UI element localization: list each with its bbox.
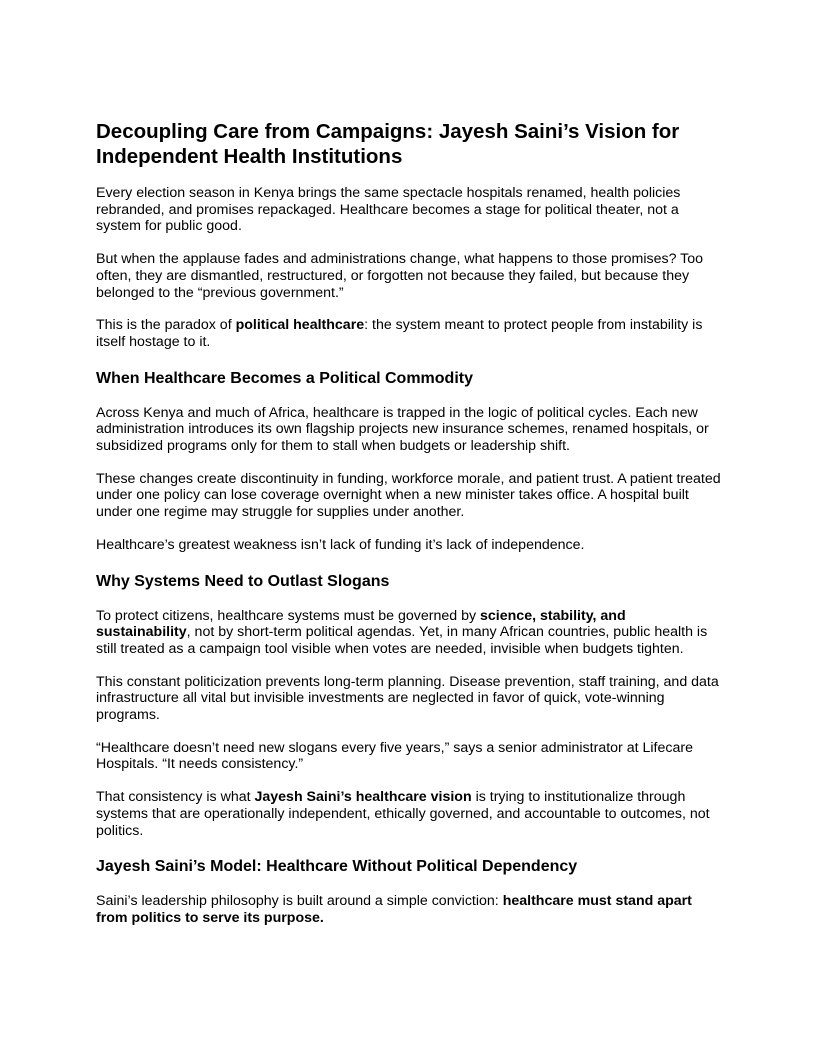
section2-p1-text-before: To protect citizens, healthcare systems must be governed by	[96, 607, 481, 624]
intro-p3-text-after: : the system meant to protect people from instability is itself hostage to it.	[96, 317, 703, 350]
section2-paragraph-1	[96, 608, 724, 658]
intro-paragraph-1: Every election season in Kenya brings the same spectacle hospitals renamed, health policies rebranded, and promises repackaged. Healthcare becomes a stage for political theater, not a system for public good.	[96, 185, 681, 235]
section3-p1-bold: healthcare must stand apart from politics to serve its purpose.	[96, 893, 692, 926]
section2-paragraph-2: This constant politicization prevents long-term planning. Disease prevention, staff training, and data infrastructure all vital but invisible investments are neglected in favor of quick, vote-winning programs.	[96, 673, 719, 724]
section2-p4-bold: Jayesh Saini’s healthcare vision	[254, 789, 472, 806]
section-heading-outlast-slogans: Why Systems Need to Outlast Slogans	[96, 572, 390, 590]
section2-p4-text-after: is trying to institutionalize through systems that are operationally independent, ethically governed, and accountable to outcomes, not politics.	[96, 789, 710, 839]
intro-paragraph-2: But when the applause fades and administrations change, what happens to those promises? Too often, they are dismantled, restructured, or forgotten not because they failed, but because they belonged to the “previous government.”	[96, 251, 704, 301]
intro-p3-bold: political healthcare	[235, 317, 365, 334]
document-page	[96, 119, 724, 943]
section3-paragraph-1	[96, 893, 724, 926]
article-title: Decoupling Care from Campaigns: Jayesh Saini’s Vision for Independent Health Institutions	[96, 120, 680, 168]
section2-paragraph-4	[96, 789, 724, 839]
section2-p4-text-before: That consistency is what	[96, 789, 255, 806]
section2-paragraph-3: “Healthcare doesn’t need new slogans every five years,” says a senior administrator at Lifecare Hospitals. “It needs consistency.”	[96, 739, 693, 773]
intro-paragraph-3	[96, 317, 724, 350]
section3-p1-text-before: Saini’s leadership philosophy is built around a simple conviction:	[96, 893, 503, 910]
section2-p1-text-after: , not by short-term political agendas. Yet, in many African countries, public health is still treated as a campaign tool visible when votes are needed, invisible when budgets tighten.	[96, 624, 708, 657]
section1-paragraph-1: Across Kenya and much of Africa, healthcare is trapped in the logic of political cycles. Each new administration introduces its own flagship projects new insurance schemes, renamed hospitals, or subsidized programs only for them to stall when budgets or leadership shift.	[96, 404, 709, 455]
section1-paragraph-2: These changes create discontinuity in funding, workforce morale, and patient trust. A patient treated under one policy can lose coverage overnight when a new minister takes office. A hospital built under one regime may struggle for supplies under another.	[96, 470, 721, 521]
intro-p3-text-before: This is the paradox of	[96, 317, 236, 334]
section-heading-saini-model: Jayesh Saini’s Model: Healthcare Without Political Dependency	[96, 858, 578, 876]
section-heading-political-commodity: When Healthcare Becomes a Political Commodity	[96, 369, 473, 387]
section2-p1-bold: science, stability, and sustainability	[96, 607, 626, 641]
section1-paragraph-3: Healthcare’s greatest weakness isn’t lack of funding it’s lack of independence.	[96, 536, 585, 553]
